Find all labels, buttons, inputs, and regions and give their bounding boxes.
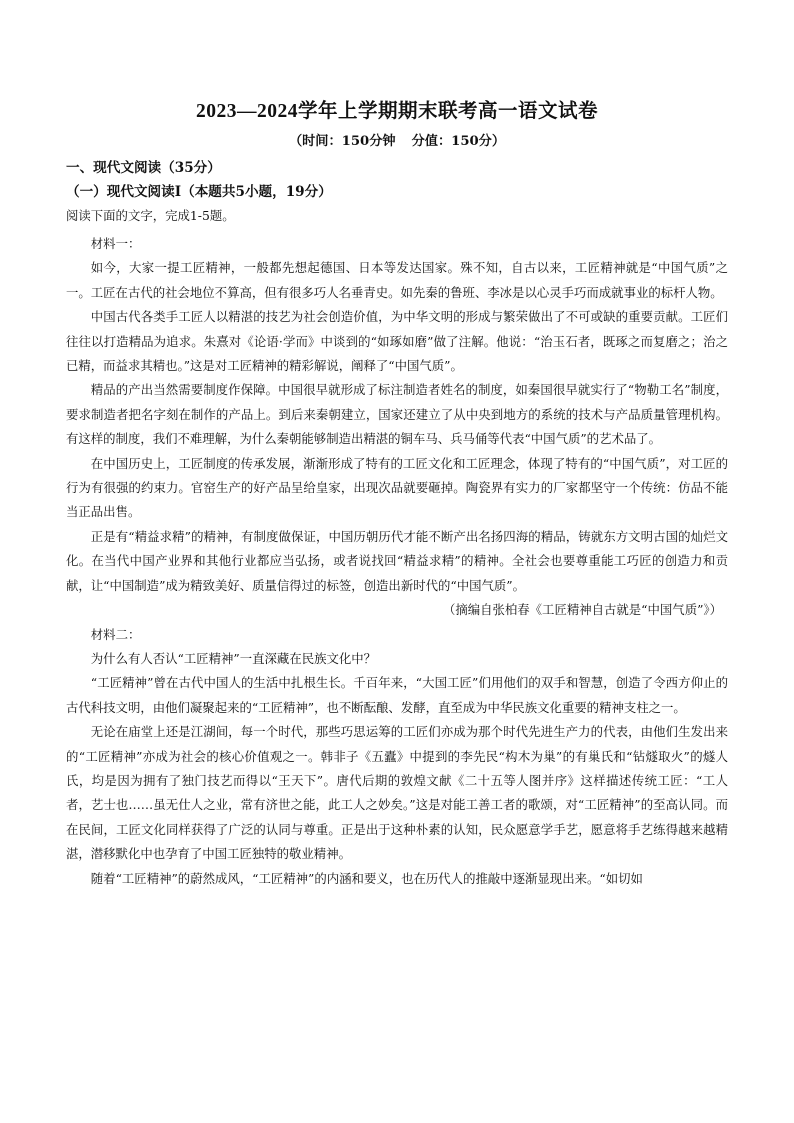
score-label: 分值：150分） <box>411 134 506 149</box>
reading-passage <box>66 232 728 891</box>
subsection-heading-reading-1: （一）现代文阅读Ⅰ（本题共5小题，19分） <box>66 184 332 200</box>
material-2-paragraph: 随着“工匠精神”的蔚然成风，“工匠精神”的内涵和要义，也在历代人的推敲中逐渐显现出来。“如切如 <box>90 870 643 886</box>
reading-instruction: 阅读下面的文字，完成1-5题。 <box>66 208 235 223</box>
material-1-label: 材料一： <box>90 236 141 251</box>
material-1-paragraph: 中国古代各类手工匠人以精湛的技艺为社会创造价值，为中华文明的形成与繁荣做出了不可或缺的重要贡献。工匠们往往以打造精品为追求。朱熹对《论语·学而》中谈到的“如琢如磨”做了注解。他说：“治玉石者，既琢之而复磨之；治之已精，而益求其精也。”这是对工匠精神的精彩解说，阐释了“中国气质”。 <box>66 309 728 374</box>
material-1-paragraph: 在中国历史上，工匠制度的传承发展，渐渐形成了特有的工匠文化和工匠理念，体现了特有的“中国气质”，对工匠的行为有很强的约束力。官窑生产的好产品呈给皇家，出现次品就要砸掉。陶瓷界有实力的厂家都坚守一个传统：仿品不能当正品出售。 <box>66 455 728 520</box>
time-label: （时间：150分钟 <box>288 134 396 149</box>
material-1-paragraph: 如今，大家一提工匠精神，一般都先想起德国、日本等发达国家。殊不知，自古以来，工匠精神就是“中国气质”之一。工匠在古代的社会地位不算高，但有很多巧人名垂青史。如先秦的鲁班、李冰是以心灵手巧而成就事业的标杆人物。 <box>66 260 728 300</box>
material-2-paragraph: 为什么有人否认“工匠精神”一直深藏在民族文化中？ <box>90 650 377 666</box>
exam-title: 2023—2024学年上学期期末联考高一语文试卷 <box>195 101 598 122</box>
material-2-label: 材料二： <box>90 626 141 642</box>
material-1-source: （摘编自张柏春《工匠精神自古就是“中国气质”》） <box>442 602 722 618</box>
material-2-paragraph: “工匠精神”曾在古代中国人的生活中扎根生长。千百年来，“大国工匠”们用他们的双手和智慧，创造了令西方仰止的古代科技文明，由他们凝聚起来的“工匠精神”，也不断酝酿、发酵，直至成为中华民族文化重要的精神支柱之一。 <box>66 675 728 715</box>
material-2-paragraph: 无论在庙堂上还是江湖间，每一个时代，那些巧思运筹的工匠们亦成为那个时代先进生产力的代表，由他们生发出来的“工匠精神”亦成为社会的核心价值观之一。韩非子《五蠹》中提到的李先民“构木为巢”的有巢氏和“钻燧取火”的燧人氏，均是因为拥有了独门技艺而得以“王天下”。唐代后期的敦煌文献《二十五等人图并序》这样描述传统工匠：“工人者，艺士也……虽无仕人之业，常有济世之能，此工人之妙矣。”这是对能工善工者的歌颂，对“工匠精神”的至高认同。而在民间，工匠文化同样获得了广泛的认同与尊重。正是出于这种朴素的认知，民众愿意学手艺，愿意将手艺练得越来越精湛，潜移默化中也孕育了中国工匠独特的敬业精神。 <box>66 724 728 862</box>
material-1-paragraph: 精品的产出当然需要制度作保障。中国很早就形成了标注制造者姓名的制度，如秦国很早就实行了“物勒工名”制度，要求制造者把名字刻在制作的产品上。到后来秦朝建立，国家还建立了从中央到地方的系统的技术与产品质量管理机构。有这样的制度，我们不难理解，为什么秦朝能够制造出精湛的铜车马、兵马俑等代表“中国气质”的艺术品了。 <box>66 382 728 447</box>
material-1-paragraph: 正是有“精益求精”的精神，有制度做保证，中国历朝历代才能不断产出名扬四海的精品，铸就东方文明古国的灿烂文化。在当代中国产业界和其他行业都应当弘扬，或者说找回“精益求精”的精神。全社会也要尊重能工巧匠的创造力和贡献，让“中国制造”成为精致美好、质量信得过的标签，创造出新时代的“中国气质”。 <box>66 528 728 593</box>
exam-subtitle <box>0 132 794 152</box>
section-heading-modern-reading: 一、现代文阅读（35分） <box>66 160 221 176</box>
